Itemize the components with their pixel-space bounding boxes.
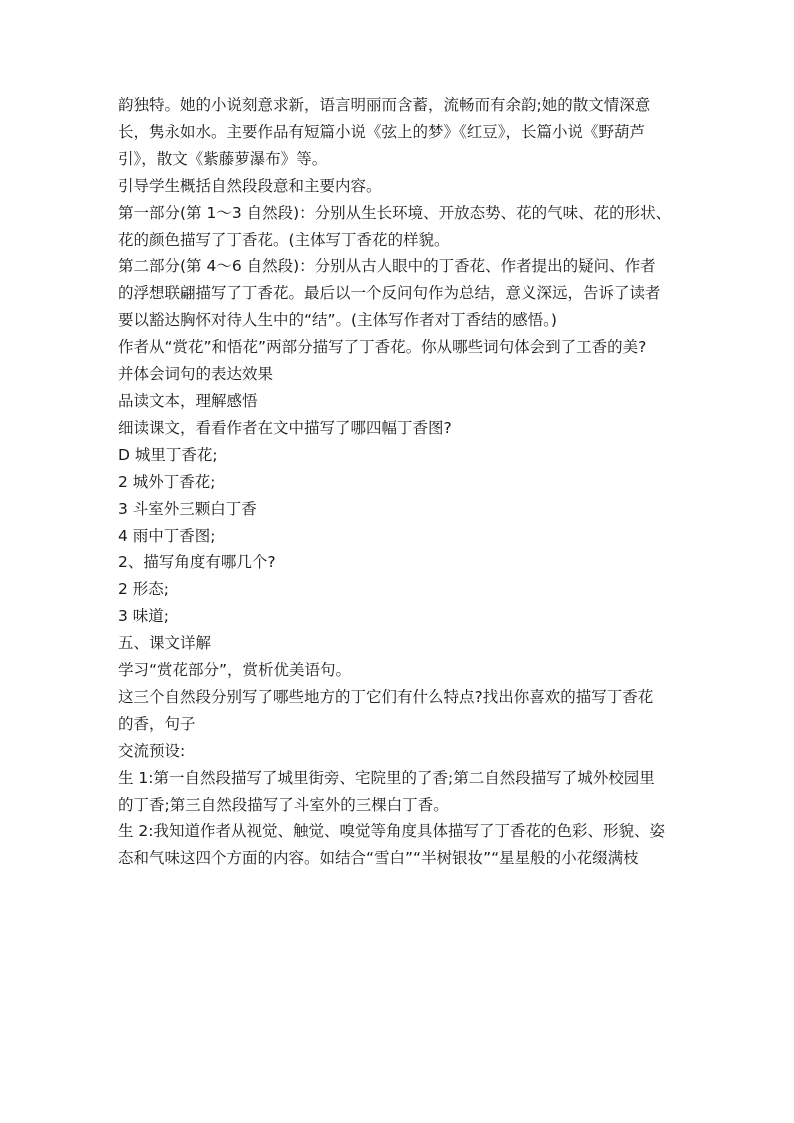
- text-line: 引导学生概括自然段段意和主要内容。: [118, 176, 382, 195]
- text-line: 并体会词句的表达效果: [118, 365, 274, 384]
- section-heading: 五、课文详解: [118, 634, 212, 653]
- text-line: 学习“赏花部分”，赏析优美语句。: [118, 661, 352, 680]
- list-item: 3 斗室外三颗白丁香: [118, 499, 257, 518]
- text-line: 第二部分(第 4～6 自然段)：分别从古人眼中的丁香花、作者提出的疑问、作者: [118, 257, 656, 276]
- text-line: 的香，句子: [118, 714, 196, 733]
- text-line: 2、描写角度有哪几个?: [118, 553, 276, 572]
- list-item: 2 城外丁香花;: [118, 472, 216, 491]
- text-line: 态和气味这四个方面的内容。如结合“雪白”“半树银妆”“星星般的小花缀满枝: [118, 849, 639, 868]
- list-item: 3 味道;: [118, 607, 170, 626]
- text-line: 引》，散文《紫藤萝瀑布》等。: [118, 149, 328, 168]
- text-line: 韵独特。她的小说刻意求新，语言明丽而含蓄，流畅而有余韵;她的散文情深意: [118, 96, 651, 114]
- section-heading: 品读文本，理解感悟: [118, 391, 258, 410]
- list-item: 2 形态;: [118, 580, 170, 599]
- text-line: 交流预设:: [118, 741, 186, 760]
- text-line: 这三个自然段分别写了哪些地方的丁它们有什么特点?找出你喜欢的描写丁香花: [118, 687, 654, 706]
- text-line: 生 1:第一自然段描写了城里街旁、宅院里的了香;第二自然段描写了城外校园里: [118, 768, 655, 787]
- text-line: 的浮想联翩描写了丁香花。最后以一个反问句作为总结，意义深远，告诉了读者: [118, 284, 661, 303]
- text-line: 第一部分(第 1～3 自然段)：分别从生长环境、开放态势、花的气味、花的形状、: [118, 203, 672, 222]
- list-item: 4 雨中丁香图;: [118, 526, 216, 545]
- text-line: 花的颜色描写了丁香花。(主体写丁香花的样貌。: [118, 230, 450, 249]
- text-line: 长，隽永如水。主要作品有短篇小说《弦上的梦》《红豆》，长篇小说《野葫芦: [118, 122, 646, 141]
- text-line: 生 2:我知道作者从视觉、触觉、嗅觉等角度具体描写了丁香花的色彩、形貌、姿: [118, 822, 666, 841]
- text-line: 要以豁达胸怀对待人生中的“结”。(主体写作者对丁香结的感悟。): [118, 311, 557, 330]
- document-body: [118, 92, 698, 872]
- text-line: 细读课文，看看作者在文中描写了哪四幅丁香图?: [118, 418, 452, 437]
- text-line: 作者从“赏花”和悟花”两部分描写了丁香花。你从哪些词句体会到了工香的美?: [118, 338, 647, 357]
- text-line: 的丁香;第三自然段描写了斗室外的三棵白丁香。: [118, 795, 449, 814]
- list-item: D 城里丁香花;: [118, 445, 218, 464]
